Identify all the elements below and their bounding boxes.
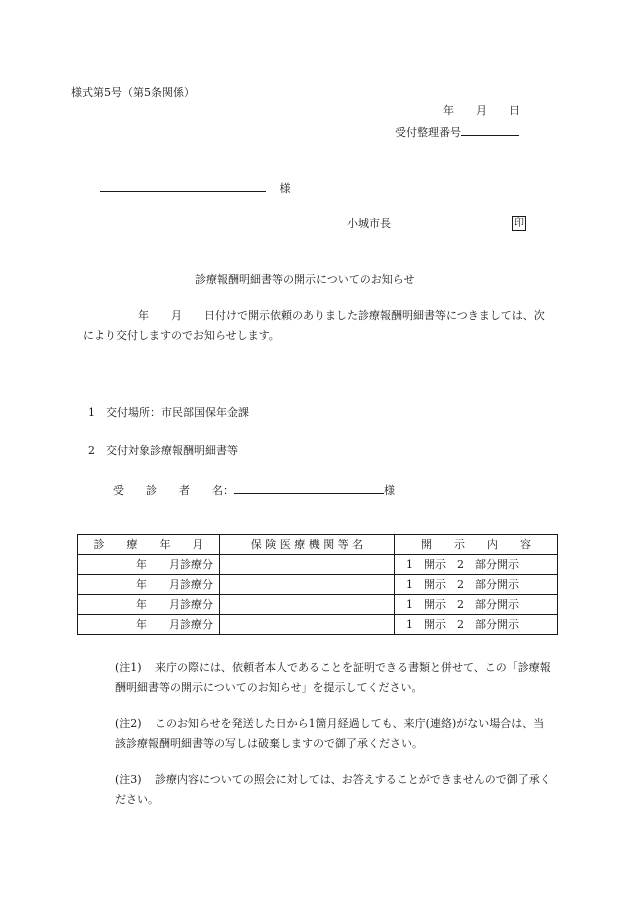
institution-cell[interactable] bbox=[220, 615, 395, 635]
item-delivery-place: 1 交付場所：市民部国保年金課 bbox=[88, 406, 249, 419]
patient-honorific: 様 bbox=[384, 484, 395, 497]
header-disclosure-content: 開 示 内 容 bbox=[395, 535, 558, 555]
disclosure-options-cell[interactable]: 1 開示 2 部分開示 bbox=[395, 555, 558, 575]
note-label: (注1) bbox=[115, 661, 142, 674]
patient-line bbox=[113, 482, 395, 497]
note-text: このお知らせを発送した日から1箇月経過しても、来庁(連絡)がない場合は、当該診療報酬明細書等の写しは破棄しますので御了承ください。 bbox=[115, 717, 545, 750]
note-label: (注3) bbox=[115, 773, 142, 786]
disclosure-options-cell[interactable]: 1 開示 2 部分開示 bbox=[395, 595, 558, 615]
note-3 bbox=[115, 770, 555, 810]
table-row bbox=[78, 595, 558, 615]
note-2 bbox=[115, 714, 555, 754]
date-line: 年 月 日 bbox=[443, 104, 520, 117]
patient-name-field[interactable] bbox=[234, 482, 384, 494]
note-text: 診療内容についての照会に対しては、お答えすることができませんので御了承ください。 bbox=[115, 773, 551, 806]
note-1 bbox=[115, 658, 555, 698]
issuer-name: 小城市長 bbox=[347, 217, 391, 230]
table-row bbox=[78, 555, 558, 575]
reception-number bbox=[395, 124, 519, 139]
table-header-row bbox=[78, 535, 558, 555]
header-institution: 保 険 医 療 機 関 等 名 bbox=[220, 535, 395, 555]
recipient-line bbox=[100, 180, 291, 195]
document-title: 診療報酬明細書等の開示についてのお知らせ bbox=[195, 273, 415, 286]
item-target-documents: 2 交付対象診療報酬明細書等 bbox=[88, 444, 238, 457]
recipient-honorific: 様 bbox=[279, 182, 291, 195]
treatment-month-cell[interactable]: 年 月診療分 bbox=[78, 595, 220, 615]
disclosure-options-cell[interactable]: 1 開示 2 部分開示 bbox=[395, 615, 558, 635]
note-text: 来庁の際には、依頼者本人であることを証明できる書類と併せて、この「診療報酬明細書等の開示についてのお知らせ」を提示してください。 bbox=[115, 661, 551, 694]
official-seal bbox=[512, 216, 526, 231]
reception-number-label: 受付整理番号 bbox=[395, 126, 461, 139]
treatment-month-cell[interactable]: 年 月診療分 bbox=[78, 575, 220, 595]
table-row bbox=[78, 615, 558, 635]
treatment-month-cell[interactable]: 年 月診療分 bbox=[78, 615, 220, 635]
seal-mark: 印 bbox=[514, 218, 524, 229]
recipient-name-field[interactable] bbox=[100, 180, 266, 192]
table-row bbox=[78, 575, 558, 595]
institution-cell[interactable] bbox=[220, 555, 395, 575]
disclosure-table bbox=[77, 534, 558, 635]
form-id: 様式第5号（第5条関係） bbox=[71, 86, 195, 99]
treatment-month-cell[interactable]: 年 月診療分 bbox=[78, 555, 220, 575]
institution-cell[interactable] bbox=[220, 575, 395, 595]
note-label: (注2) bbox=[115, 717, 142, 730]
header-treatment-month: 診 療 年 月 bbox=[78, 535, 220, 555]
intro-paragraph: 年 月 日付けで開示依頼のありました診療報酬明細書等につきましては、次により交付しますのでお知らせします。 bbox=[83, 309, 545, 342]
disclosure-options-cell[interactable]: 1 開示 2 部分開示 bbox=[395, 575, 558, 595]
reception-number-field[interactable] bbox=[461, 124, 519, 136]
institution-cell[interactable] bbox=[220, 595, 395, 615]
patient-label: 受 診 者 名： bbox=[113, 484, 234, 497]
